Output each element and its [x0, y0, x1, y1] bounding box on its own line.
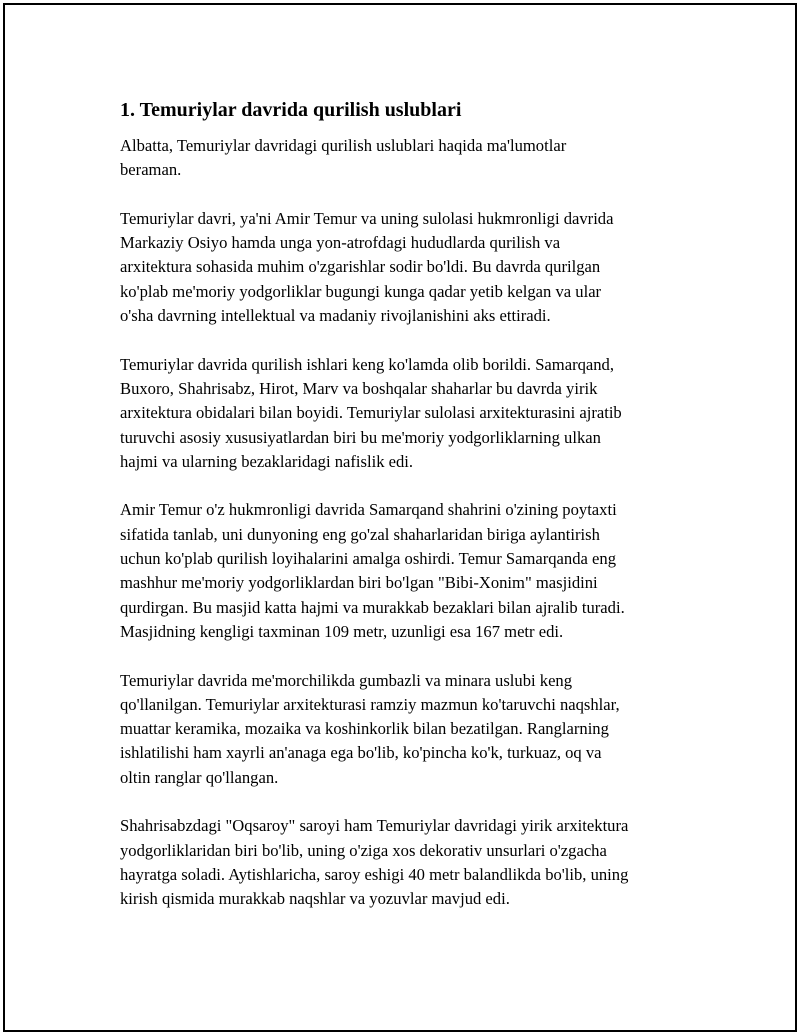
paragraph-line: qo'llanilgan. Temuriylar arxitekturasi ramziy mazmun ko'taruvchi naqshlar,: [120, 694, 620, 714]
paragraph: [120, 498, 695, 644]
paragraph-line: uchun ko'plab qurilish loyihalarini amalga oshirdi. Temur Samarqanda eng: [120, 549, 616, 569]
paragraph-line: sifatida tanlab, uni dunyoning eng go'zal shaharlaridan biriga aylantirish: [120, 524, 600, 544]
paragraph-line: Albatta, Temuriylar davridagi qurilish uslublari haqida ma'lumotlar: [120, 136, 567, 155]
paragraph-line: beraman.: [120, 160, 182, 180]
paragraph: [120, 134, 695, 183]
paragraph-line: Shahrisabzdagi "Oqsaroy" saroyi ham Temuriylar davridagi yirik arxitektura: [120, 816, 629, 836]
paragraph-line: Markaziy Osiyo hamda unga yon-atrofdagi hududlarda qurilish va: [120, 233, 561, 253]
paragraph-line: Masjidning kengligi taxminan 109 metr, uzunligi esa 167 metr edi.: [120, 621, 564, 641]
paragraph-line: hajmi va ularning bezaklaridagi nafislik edi.: [120, 451, 414, 471]
paragraph-line: oltin ranglar qo'llangan.: [120, 767, 279, 787]
paragraph-line: yodgorliklaridan biri bo'lib, uning o'ziga xos dekorativ unsurlari o'zgacha: [120, 840, 607, 860]
document-body: [120, 96, 695, 936]
page-frame: [3, 3, 797, 1032]
paragraph-line: mashhur me'moriy yodgorliklardan biri bo'lgan "Bibi-Xonim" masjidini: [120, 573, 598, 593]
paragraph-line: Temuriylar davrida qurilish ishlari keng ko'lamda olib borildi. Samarqand,: [120, 354, 614, 374]
paragraph-line: arxitektura obidalari bilan boyidi. Temuriylar sulolasi arxitekturasini ajratib: [120, 403, 622, 423]
paragraph-line: Temuriylar davri, ya'ni Amir Temur va uning sulolasi hukmronligi davrida: [120, 208, 614, 228]
paragraph-line: ko'plab me'moriy yodgorliklar bugungi kunga qadar yetib kelgan va ular: [120, 281, 602, 301]
paragraph-line: turuvchi asosiy xususiyatlardan biri bu me'moriy yodgorliklarning ulkan: [120, 427, 601, 447]
paragraph-line: ishlatilishi ham xayrli an'anaga ega bo'lib, ko'pincha ko'k, turkuaz, oq va: [120, 743, 602, 763]
paragraph: [120, 669, 695, 790]
paragraph-line: Buxoro, Shahrisabz, Hirot, Marv va boshqalar shaharlar bu davrda yirik: [120, 378, 598, 398]
document-title: 1. Temuriylar davrida qurilish uslublari: [120, 99, 462, 121]
paragraph-list: [120, 134, 695, 912]
paragraph: [120, 353, 695, 474]
paragraph-line: qurdirgan. Bu masjid katta hajmi va murakkab bezaklari bilan ajralib turadi.: [120, 597, 625, 617]
paragraph-line: o'sha davrning intellektual va madaniy rivojlanishini aks ettiradi.: [120, 306, 551, 326]
paragraph-line: Temuriylar davrida me'morchilikda gumbazli va minara uslubi keng: [120, 670, 573, 690]
paragraph-line: Amir Temur o'z hukmronligi davrida Samarqand shahrini o'zining poytaxti: [120, 500, 617, 520]
paragraph-line: kirish qismida murakkab naqshlar va yozuvlar mavjud edi.: [120, 889, 510, 909]
paragraph-line: muattar keramika, mozaika va koshinkorlik bilan bezatilgan. Ranglarning: [120, 719, 609, 739]
paragraph: [120, 207, 695, 328]
paragraph-line: hayratga soladi. Aytishlaricha, saroy eshigi 40 metr balandlikda bo'lib, uning: [120, 864, 629, 884]
paragraph-line: arxitektura sohasida muhim o'zgarishlar sodir bo'ldi. Bu davrda qurilgan: [120, 257, 601, 277]
paragraph: [120, 814, 695, 911]
